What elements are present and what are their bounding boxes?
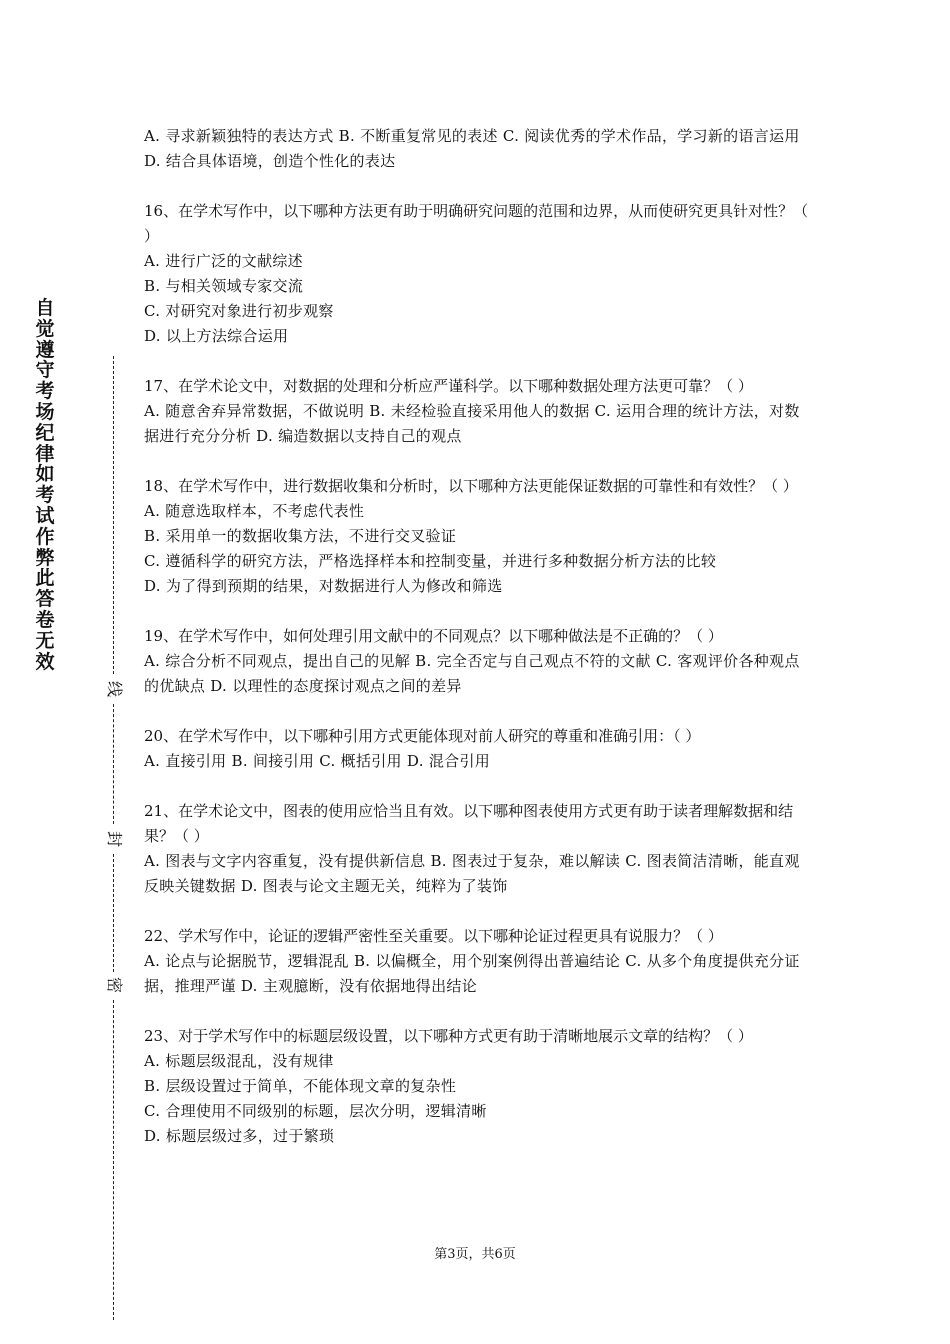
options-inline: A. 随意舍弃异常数据，不做说明 B. 未经检验直接采用他人的数据 C. 运用合理的统计方法，对数据进行充分分析 D. 编造数据以支持自己的观点 bbox=[144, 402, 800, 445]
question-19 bbox=[144, 624, 814, 699]
question-content bbox=[144, 124, 814, 1149]
option: C. 合理使用不同级别的标题，层次分明，逻辑清晰 bbox=[144, 1102, 487, 1120]
question-text: 20、在学术写作中，以下哪种引用方式更能体现对前人研究的尊重和准确引用：（ ） bbox=[144, 727, 701, 745]
seal-char-feng: 封 bbox=[105, 830, 124, 847]
warning-char: 作 bbox=[35, 525, 55, 548]
binding-dashed-line bbox=[113, 854, 114, 972]
warning-char: 效 bbox=[35, 650, 55, 673]
option: B. 层级设置过于简单，不能体现文章的复杂性 bbox=[144, 1077, 457, 1095]
warning-char: 试 bbox=[35, 504, 55, 527]
warning-char: 场 bbox=[35, 400, 55, 423]
warning-char: 律 bbox=[35, 442, 55, 465]
option: C. 遵循科学的研究方法，严格选择样本和控制变量，并进行多种数据分析方法的比较 bbox=[144, 552, 717, 570]
question-text: 16、在学术写作中，以下哪种方法更有助于明确研究问题的范围和边界，从而使研究更具针对性？（ ） bbox=[144, 202, 809, 245]
question-17 bbox=[144, 374, 814, 449]
warning-char: 无 bbox=[35, 629, 55, 652]
option: A. 随意选取样本，不考虑代表性 bbox=[144, 502, 365, 520]
warning-char: 纪 bbox=[35, 421, 55, 444]
option: D. 为了得到预期的结果，对数据进行人为修改和筛选 bbox=[144, 577, 503, 595]
binding-dashed-line bbox=[113, 704, 114, 824]
warning-char: 考 bbox=[35, 380, 55, 403]
question-16 bbox=[144, 199, 814, 349]
warning-char: 考 bbox=[35, 484, 55, 507]
warning-char: 如 bbox=[35, 463, 55, 486]
option: B. 与相关领域专家交流 bbox=[144, 277, 304, 295]
warning-char: 答 bbox=[35, 588, 55, 611]
option: A. 进行广泛的文献综述 bbox=[144, 252, 303, 270]
question-text: 22、学术写作中，论证的逻辑严密性至关重要。以下哪种论证过程更具有说服力？（ ） bbox=[144, 927, 723, 945]
question-text: 23、对于学术写作中的标题层级设置，以下哪种方式更有助于清晰地展示文章的结构？（ ） bbox=[144, 1027, 753, 1045]
seal-char-mi: 密 bbox=[105, 976, 124, 993]
question-21 bbox=[144, 799, 814, 899]
binding-dashed-line bbox=[113, 356, 114, 674]
question-20 bbox=[144, 724, 814, 774]
option: A. 标题层级混乱，没有规律 bbox=[144, 1052, 334, 1070]
warning-char: 自 bbox=[35, 297, 55, 319]
page-number: 第3页，共6页 bbox=[434, 1247, 516, 1262]
seal-char-xian: 线 bbox=[105, 680, 124, 697]
option: D. 标题层级过多，过于繁琐 bbox=[144, 1127, 335, 1145]
options-inline: A. 直接引用 B. 间接引用 C. 概括引用 D. 混合引用 bbox=[144, 752, 491, 770]
binding-dashed-line bbox=[113, 1000, 114, 1320]
options-inline: A. 综合分析不同观点，提出自己的见解 B. 完全否定与自己观点不符的文献 C. 客观评价各种观点的优缺点 D. 以理性的态度探讨观点之间的差异 bbox=[144, 652, 800, 695]
option: D. 以上方法综合运用 bbox=[144, 327, 289, 345]
warning-char: 弊 bbox=[35, 546, 55, 569]
q15-options: A. 寻求新颖独特的表达方式 B. 不断重复常见的表述 C. 阅读优秀的学术作品，学习新的语言运用 D. 结合具体语境，创造个性化的表达 bbox=[144, 127, 800, 170]
warning-char: 守 bbox=[35, 359, 55, 382]
options-inline: A. 图表与文字内容重复，没有提供新信息 B. 图表过于复杂，难以解读 C. 图表简洁清晰，能直观反映关键数据 D. 图表与论文主题无关，纯粹为了装饰 bbox=[144, 852, 800, 895]
question-text: 18、在学术写作中，进行数据收集和分析时，以下哪种方法更能保证数据的可靠性和有效性？（ ） bbox=[144, 477, 798, 495]
question-text: 21、在学术论文中，图表的使用应恰当且有效。以下哪种图表使用方式更有助于读者理解数据和结果？（ ） bbox=[144, 802, 794, 845]
option: C. 对研究对象进行初步观察 bbox=[144, 302, 334, 320]
warning-char: 此 bbox=[35, 567, 55, 590]
options-inline: A. 论点与论据脱节，逻辑混乱 B. 以偏概全，用个别案例得出普遍结论 C. 从多个角度提供充分证据，推理严谨 D. 主观臆断，没有依据地得出结论 bbox=[144, 952, 800, 995]
option: B. 采用单一的数据收集方法，不进行交叉验证 bbox=[144, 527, 457, 545]
question-text: 17、在学术论文中，对数据的处理和分析应严谨科学。以下哪种数据处理方法更可靠？（ ） bbox=[144, 377, 753, 395]
warning-char: 觉 bbox=[35, 317, 55, 340]
question-22 bbox=[144, 924, 814, 999]
question-text: 19、在学术写作中，如何处理引用文献中的不同观点？以下哪种做法是不正确的？（ ） bbox=[144, 627, 723, 645]
question-18 bbox=[144, 474, 814, 599]
question-23 bbox=[144, 1024, 814, 1149]
exam-rule-vertical-text bbox=[30, 298, 60, 672]
warning-char: 遵 bbox=[35, 338, 55, 361]
warning-char: 卷 bbox=[35, 608, 55, 631]
